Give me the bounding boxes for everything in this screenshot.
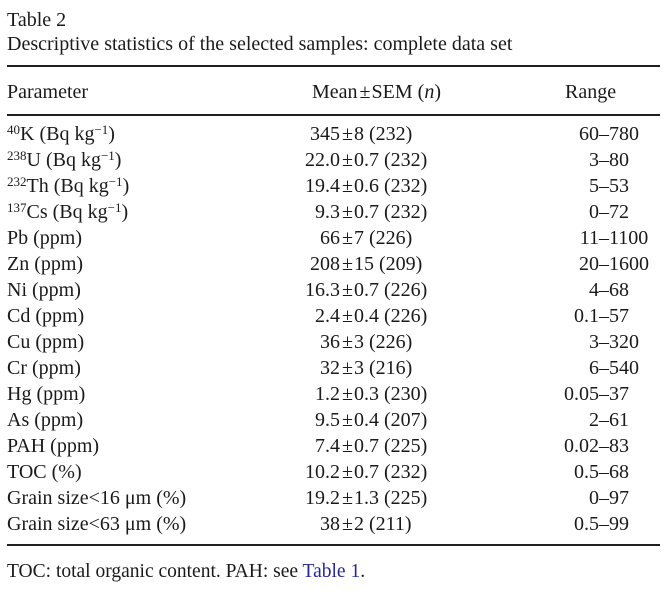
range-cell [474,121,660,147]
parameter-cell [7,121,284,147]
range-cell [474,329,660,355]
plus-minus-sign: ± [359,81,371,103]
sem-and-n: 0.7 (232) [353,461,428,483]
range-min: 4 [589,279,599,301]
sem-and-n: 0.7 (225) [353,435,428,457]
parameter-name: Grain size<63 μm (%) [7,513,187,535]
footnote-text: TOC: total organic content. PAH: see [7,561,303,582]
header-mean-close: ) [434,81,441,103]
sem-and-n: 2 (211) [353,513,412,535]
table-row [7,511,660,537]
range-max: 37 [609,383,629,405]
mean-value: 22.0 [305,149,340,171]
mean-cell [284,199,474,225]
parameter-cell [7,251,284,277]
parameter-cell [7,407,284,433]
sem-and-n: 1.3 (225) [353,487,428,509]
exponent-superscript: −1 [100,148,115,163]
range-max: 1100 [609,227,649,249]
range-max: 68 [609,279,629,301]
plus-minus-sign: ± [342,461,353,483]
range-cell [474,303,660,329]
range-cell [474,407,660,433]
table-row [7,407,660,433]
table-row [7,381,660,407]
mean-cell [284,485,474,511]
mean-value: 9.3 [315,201,340,223]
mean-value: 208 [310,253,340,275]
parameter-name: Cr (ppm) [7,357,81,379]
range-min: 2 [589,409,599,431]
exponent-superscript: −1 [107,200,122,215]
parameter-tail: ) [108,123,115,145]
plus-minus-sign: ± [342,227,353,249]
sem-and-n: 3 (216) [353,357,413,379]
range-min: 0.5 [574,461,599,483]
parameter-cell [7,173,284,199]
range-min: 0 [589,201,599,223]
mean-value: 1.2 [315,383,340,405]
table-row [7,277,660,303]
plus-minus-sign: ± [342,409,353,431]
parameter-cell [7,355,284,381]
range-dash: – [599,279,609,301]
plus-minus-sign: ± [342,331,353,353]
parameter-cell [7,433,284,459]
range-dash: – [599,175,609,197]
parameter-name: Cs (Bq kg [26,201,108,223]
table-row [7,121,660,147]
range-max: 68 [609,461,629,483]
header-range: Range [565,81,617,103]
table-footnote [7,560,660,584]
range-dash: – [599,435,609,457]
exponent-superscript: −1 [94,122,109,137]
range-dash: – [599,123,609,145]
sem-and-n: 0.3 (230) [353,383,428,405]
mean-value: 38 [320,513,340,535]
mean-cell [284,459,474,485]
range-min: 60 [579,123,599,145]
range-max: 99 [609,513,629,535]
table-label: Table 2 [7,9,67,31]
plus-minus-sign: ± [342,123,353,145]
range-min: 3 [589,149,599,171]
range-dash: – [599,305,609,327]
table-header-row [7,67,660,114]
isotope-superscript: 137 [7,200,27,215]
sem-and-n: 0.7 (232) [353,201,428,223]
sem-and-n: 8 (232) [353,123,413,145]
plus-minus-sign: ± [342,487,353,509]
range-min: 3 [589,331,599,353]
sem-and-n: 0.7 (226) [353,279,428,301]
mean-value: 9.5 [315,409,340,431]
mean-cell [284,355,474,381]
range-cell [474,147,660,173]
isotope-superscript: 238 [7,148,27,163]
range-cell [474,433,660,459]
range-min: 5 [589,175,599,197]
sem-and-n: 15 (209) [353,253,423,275]
parameter-name: Cu (ppm) [7,331,85,353]
parameter-cell [7,225,284,251]
parameter-cell [7,303,284,329]
plus-minus-sign: ± [342,513,353,535]
mean-value: 36 [320,331,340,353]
sem-and-n: 0.6 (232) [353,175,428,197]
parameter-name: Ni (ppm) [7,279,81,301]
mean-cell [284,303,474,329]
range-min: 0.1 [574,305,599,327]
range-min: 11 [579,227,599,249]
range-max: 1600 [609,253,649,275]
range-max: 53 [609,175,629,197]
parameter-cell [7,381,284,407]
range-dash: – [599,383,609,405]
range-dash: – [599,201,609,223]
mean-value: 19.4 [305,175,340,197]
mean-value: 2.4 [315,305,340,327]
plus-minus-sign: ± [342,175,353,197]
plus-minus-sign: ± [342,305,353,327]
range-cell [474,511,660,537]
mean-cell [284,511,474,537]
header-mean-pre: Mean [312,81,358,103]
plus-minus-sign: ± [342,201,353,223]
parameter-name: Grain size<16 μm (%) [7,487,187,509]
range-max: 97 [609,487,629,509]
table-row [7,225,660,251]
range-cell [474,459,660,485]
sem-and-n: 0.4 (226) [353,305,428,327]
isotope-superscript: 232 [7,174,27,189]
mean-cell [284,225,474,251]
sem-and-n: 3 (226) [353,331,413,353]
parameter-cell [7,199,284,225]
parameter-cell [7,277,284,303]
header-parameter: Parameter [7,81,89,103]
header-mean-sem [284,80,474,104]
parameter-name: K (Bq kg [20,123,95,145]
range-max: 80 [609,149,629,171]
range-max: 61 [609,409,629,431]
parameter-name: As (ppm) [7,409,84,431]
mean-cell [284,329,474,355]
range-cell [474,251,660,277]
table-row [7,485,660,511]
mean-cell [284,147,474,173]
sem-and-n: 0.7 (232) [353,149,428,171]
parameter-tail: ) [114,149,122,171]
parameter-name: TOC (%) [7,461,82,483]
mean-cell [284,173,474,199]
range-max: 72 [609,201,629,223]
range-dash: – [599,331,609,353]
range-cell [474,173,660,199]
table-row [7,303,660,329]
range-dash: – [599,227,609,249]
parameter-cell [7,485,284,511]
isotope-superscript: 40 [7,122,20,137]
plus-minus-sign: ± [342,253,353,275]
mean-cell [284,407,474,433]
footnote-period: . [360,561,366,582]
table-row [7,433,660,459]
parameter-name: Th (Bq kg [26,175,109,197]
table-row [7,251,660,277]
range-cell [474,485,660,511]
table-row [7,147,660,173]
range-dash: – [599,461,609,483]
range-min: 0.05 [564,383,599,405]
range-min: 20 [579,253,599,275]
range-min: 0.5 [574,513,599,535]
parameter-tail: ) [122,175,130,197]
parameter-cell [7,511,284,537]
mean-cell [284,121,474,147]
mean-value: 32 [320,357,340,379]
mean-value: 66 [320,227,340,249]
table-title: Descriptive statistics of the selected samples: complete data set [7,33,513,55]
range-cell [474,277,660,303]
parameter-name: Cd (ppm) [7,305,85,327]
parameter-name: Pb (ppm) [7,227,82,249]
table-caption [7,8,660,56]
table-row [7,459,660,485]
parameter-name: Hg (ppm) [7,383,86,405]
range-max: 57 [609,305,629,327]
range-dash: – [599,357,609,379]
mean-cell [284,277,474,303]
range-max: 540 [609,357,639,379]
table-row [7,199,660,225]
sem-and-n: 7 (226) [353,227,413,249]
header-n-italic: n [424,81,435,103]
range-dash: – [599,149,609,171]
parameter-tail: ) [121,201,129,223]
plus-minus-sign: ± [342,435,353,457]
table-row [7,329,660,355]
range-dash: – [599,409,609,431]
range-dash: – [599,253,609,275]
range-max: 320 [609,331,639,353]
mean-value: 16.3 [305,279,340,301]
range-max: 83 [609,435,629,457]
range-max: 780 [609,123,639,145]
table-1-link[interactable]: Table 1 [302,561,361,582]
mean-cell [284,381,474,407]
range-min: 0.02 [564,435,599,457]
range-dash: – [599,513,609,535]
parameter-name: U (Bq kg [26,149,101,171]
range-cell [474,199,660,225]
exponent-superscript: −1 [108,174,123,189]
range-cell [474,381,660,407]
mean-value: 10.2 [305,461,340,483]
plus-minus-sign: ± [342,279,353,301]
sem-and-n: 0.4 (207) [353,409,428,431]
parameter-cell [7,147,284,173]
table-row [7,355,660,381]
parameter-name: Zn (ppm) [7,253,84,275]
mean-value: 7.4 [315,435,340,457]
parameter-cell [7,459,284,485]
range-min: 0 [589,487,599,509]
parameter-cell [7,329,284,355]
range-dash: – [599,487,609,509]
bottom-rule [7,544,660,546]
mean-cell [284,251,474,277]
range-cell [474,355,660,381]
plus-minus-sign: ± [342,383,353,405]
range-cell [474,225,660,251]
table-body [7,116,660,544]
plus-minus-sign: ± [342,149,353,171]
mean-cell [284,433,474,459]
range-min: 6 [589,357,599,379]
plus-minus-sign: ± [342,357,353,379]
parameter-name: PAH (ppm) [7,435,100,457]
table-row [7,173,660,199]
header-mean-post: SEM ( [371,81,425,103]
mean-value: 345 [310,123,340,145]
mean-value: 19.2 [305,487,340,509]
